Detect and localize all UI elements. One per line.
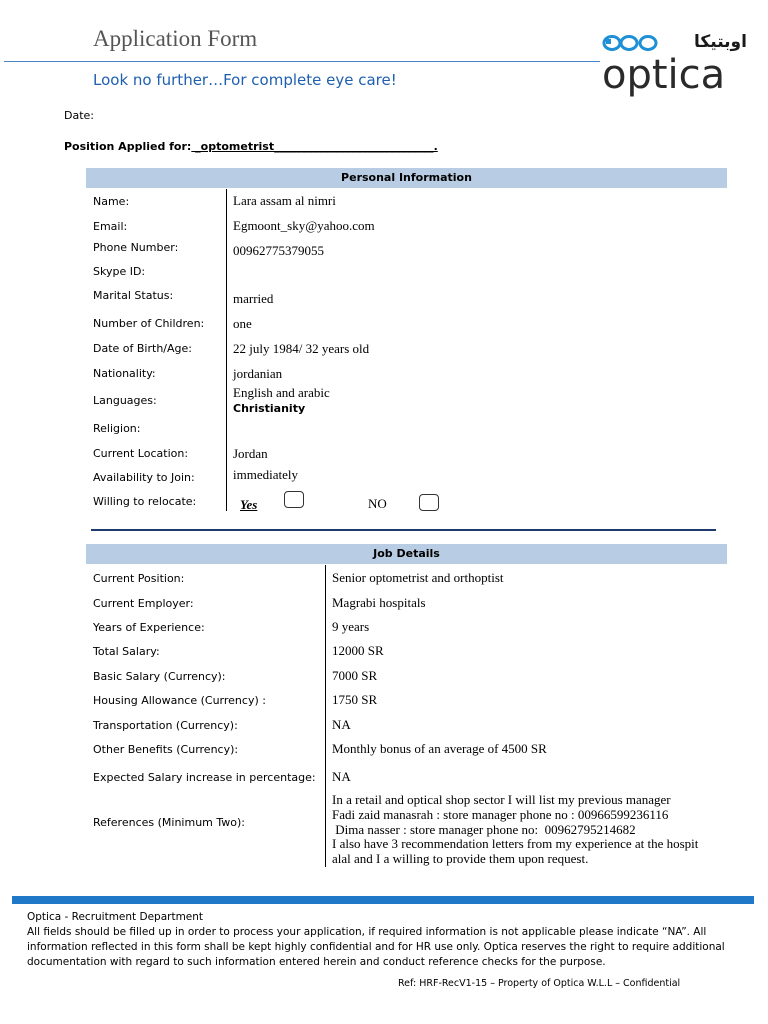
eyeglasses-logo-icon	[602, 34, 664, 52]
housing-allowance-label: Housing Allowance (Currency) :	[93, 694, 266, 707]
footer-department: Optica - Recruitment Department	[27, 911, 204, 923]
skype-label: Skype ID:	[93, 265, 146, 278]
nationality-label: Nationality:	[93, 367, 156, 380]
footer-note: All fields should be filled up in order to process your application, if required information is not applicable please indicate “NA”. All information reflected in this form shall be kept highly confidential and for HR use only. Optica reserves the right to require additional documentation with regard to such information entered herein and conduct reference checks for the purpose.	[27, 926, 725, 968]
section-divider	[91, 529, 716, 531]
total-salary-value: 12000 SR	[332, 643, 384, 658]
current-position-label: Current Position:	[93, 572, 185, 585]
name-label: Name:	[93, 195, 130, 208]
position-applied	[64, 140, 438, 153]
relocate-no-label: NO	[368, 496, 387, 511]
basic-salary-value: 7000 SR	[332, 668, 378, 683]
date-label: Date:	[64, 109, 94, 122]
religion-label: Religion:	[93, 422, 141, 435]
footer-reference: Ref: HRF-RecV1-15 – Property of Optica W.L.L – Confidential	[398, 978, 681, 989]
languages-label: Languages:	[93, 394, 157, 407]
total-salary-label: Total Salary:	[93, 645, 160, 658]
availability-label: Availability to Join:	[93, 471, 195, 484]
location-value: Jordan	[233, 446, 268, 461]
relocate-yes-checkbox[interactable]	[284, 491, 304, 508]
expected-increase-label: Expected Salary increase in percentage:	[93, 771, 316, 784]
expected-increase-value: NA	[332, 769, 351, 784]
reference-line: Dima nasser : store manager phone no: 00962795214682	[332, 821, 636, 837]
dob-label: Date of Birth/Age:	[93, 342, 192, 355]
other-benefits-label: Other Benefits (Currency):	[93, 743, 239, 756]
email-label: Email:	[93, 220, 128, 233]
optica-logo	[602, 30, 752, 96]
job-column-divider	[325, 565, 326, 867]
current-employer-label: Current Employer:	[93, 597, 194, 610]
reference-line: In a retail and optical shop sector I will list my previous manager	[332, 792, 671, 807]
children-value: one	[233, 316, 252, 331]
experience-value: 9 years	[332, 619, 370, 634]
religion-value: Christianity	[233, 402, 306, 415]
other-benefits-value: Monthly bonus of an average of 4500 SR	[332, 741, 547, 756]
position-value: _optometrist_____________________________.	[191, 140, 438, 153]
personal-column-divider	[226, 189, 227, 511]
header-divider	[4, 61, 600, 62]
nationality-value: jordanian	[233, 366, 283, 381]
name-value: Lara assam al nimri	[233, 193, 336, 208]
email-value: Egmoont_sky@yahoo.com	[233, 218, 375, 233]
footer-bar	[12, 896, 754, 904]
experience-label: Years of Experience:	[93, 621, 205, 634]
current-employer-value: Magrabi hospitals	[332, 595, 426, 610]
tagline: Look no further…For complete eye care!	[93, 71, 397, 89]
availability-value: immediately	[233, 467, 298, 482]
languages-value: English and arabic	[233, 385, 330, 400]
job-details-heading: Job Details	[86, 544, 727, 564]
reference-line: Fadi zaid manasrah : store manager phone no : 00966599236116	[332, 806, 669, 822]
transportation-label: Transportation (Currency):	[93, 719, 238, 732]
reference-line: I also have 3 recommendation letters from my experience at the hospit	[332, 836, 699, 852]
position-label: Position Applied for:	[64, 140, 192, 153]
marital-label: Marital Status:	[93, 289, 174, 302]
reference-line: alal and I a willing to provide them upon request.	[332, 851, 589, 867]
references-label: References (Minimum Two):	[93, 816, 246, 829]
relocate-no-checkbox[interactable]	[419, 494, 439, 511]
transportation-value: NA	[332, 717, 351, 732]
page-title: Application Form	[93, 26, 258, 51]
dob-value: 22 july 1984/ 32 years old	[233, 341, 370, 356]
basic-salary-label: Basic Salary (Currency):	[93, 670, 226, 683]
relocate-yes-label: Yes	[240, 497, 258, 512]
phone-value: 00962775379055	[233, 243, 324, 258]
phone-label: Phone Number:	[93, 241, 179, 254]
housing-allowance-value: 1750 SR	[332, 692, 378, 707]
logo-brand-text: optica	[602, 52, 726, 98]
children-label: Number of Children:	[93, 317, 205, 330]
current-position-value: Senior optometrist and orthoptist	[332, 570, 504, 585]
references-value	[332, 793, 732, 867]
logo-arabic-text: اوبتيكا	[694, 32, 747, 52]
personal-info-heading: Personal Information	[86, 168, 727, 188]
marital-value: married	[233, 291, 274, 306]
location-label: Current Location:	[93, 447, 189, 460]
relocate-label: Willing to relocate:	[93, 495, 197, 508]
